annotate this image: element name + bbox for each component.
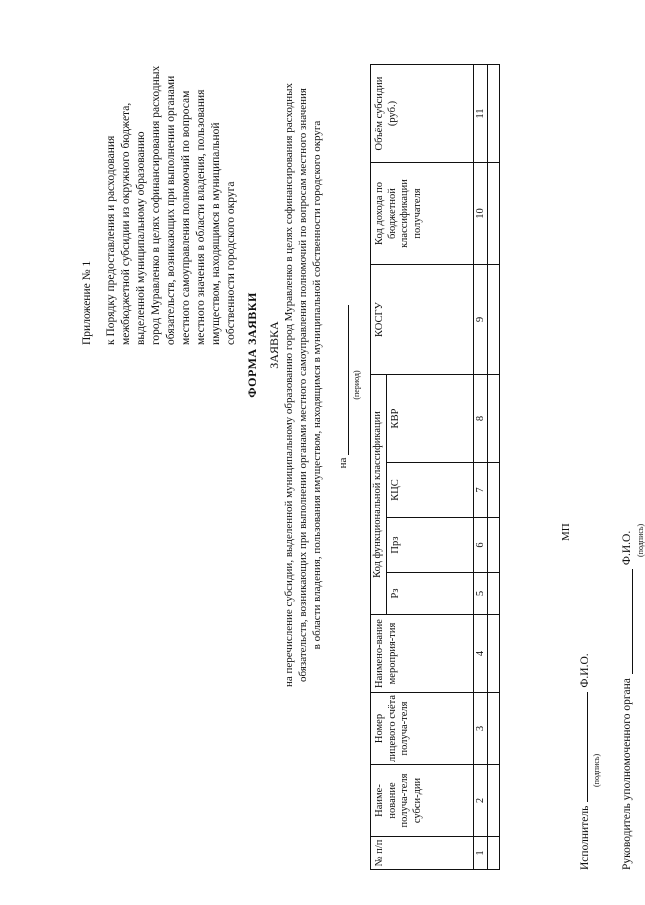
column-number: 6 xyxy=(473,518,487,573)
table-cell[interactable] xyxy=(487,163,499,265)
subheader-kcs: КЦС xyxy=(386,463,473,518)
executor-signature-row xyxy=(575,653,591,870)
annex-line: имуществом, находящимся в муниципальной xyxy=(210,122,222,345)
column-number: 9 xyxy=(473,265,487,375)
period-on-label: на xyxy=(337,457,349,469)
table-cell[interactable] xyxy=(487,463,499,518)
column-number: 11 xyxy=(473,65,487,163)
executor-fio: Ф.И.О. xyxy=(579,653,591,688)
request-table xyxy=(370,64,500,870)
header-recipient-name: Наиме-нование получа-теля субси-дии xyxy=(371,765,474,837)
request-title: ЗАЯВКА xyxy=(267,321,281,369)
column-number: 10 xyxy=(473,163,487,265)
head-signature-row xyxy=(620,531,633,870)
header-row xyxy=(371,65,387,870)
header-kosgu: КОСГУ xyxy=(371,265,474,375)
column-number: 7 xyxy=(473,463,487,518)
column-number: 3 xyxy=(473,693,487,765)
column-number: 2 xyxy=(473,765,487,837)
executor-sign-field[interactable] xyxy=(575,692,588,802)
table-cell[interactable] xyxy=(487,573,499,615)
seal-placeholder: МП xyxy=(560,523,572,541)
header-account-number: Номер лицевого счёта получа-теля xyxy=(371,693,474,765)
header-income-code: Код дохода по бюджетной классификации получателя xyxy=(371,163,474,265)
annex-line: обязательств, возникающих при выполнении органами xyxy=(165,75,177,345)
subheader-prz: Прз xyxy=(386,518,473,573)
period-row xyxy=(337,0,349,785)
period-field[interactable] xyxy=(338,305,349,455)
column-number: 8 xyxy=(473,375,487,463)
period-note: (период) xyxy=(352,370,361,400)
column-number-row xyxy=(473,65,487,870)
annex-line: местного самоуправления полномочий по вопросам xyxy=(180,90,192,345)
request-line: обязательств, возникающих при выполнении органами местного самоуправления полномочий по вопросам местного значения xyxy=(297,88,309,682)
table-cell[interactable] xyxy=(487,765,499,837)
column-number: 1 xyxy=(473,837,487,870)
table-cell[interactable] xyxy=(487,375,499,463)
annex-line: выделенной муниципальному образованию xyxy=(135,131,147,345)
form-title: ФОРМА ЗАЯВКИ xyxy=(245,292,259,398)
annex-line: к Порядку предоставления и расходования xyxy=(105,135,117,345)
subheader-kvr: КВР xyxy=(386,375,473,463)
table-cell[interactable] xyxy=(487,693,499,765)
annex-line: местного значения в области владения, пользования xyxy=(195,89,207,345)
column-number: 5 xyxy=(473,573,487,615)
request-line: в области владения, пользования имуществом, находящимся в муниципальной собственности городского округа xyxy=(311,120,323,650)
executor-sign-note: (подпись) xyxy=(592,753,601,787)
request-description xyxy=(282,0,324,785)
subheader-rz: Рз xyxy=(386,573,473,615)
header-subsidy-amount: Объём субсидии (руб.) xyxy=(371,65,474,163)
head-fio: Ф.И.О. xyxy=(621,530,633,566)
header-number: № п/п xyxy=(371,837,474,870)
annex-line: собственности городского округа xyxy=(225,181,237,345)
annex-line: межбюджетной субсидии из окружного бюджета, xyxy=(120,102,132,345)
request-line: на перечисление субсидии, выделенной муниципальному образованию город Муравленко в целях софинансирования расходных xyxy=(283,83,295,687)
table-cell[interactable] xyxy=(487,265,499,375)
table-cell[interactable] xyxy=(487,65,499,163)
head-sign-note: (подпись) xyxy=(636,523,645,557)
header-functional-classification: Код функциональной классификации xyxy=(371,375,387,615)
executor-label: Исполнитель xyxy=(579,805,591,870)
header-event-name: Наимено-вание мероприя-тия xyxy=(371,615,474,693)
table-cell[interactable] xyxy=(487,518,499,573)
annex-line: город Муравленко в целях софинансирования расходных xyxy=(150,65,162,345)
table-cell[interactable] xyxy=(487,837,499,870)
head-label: Руководитель уполномоченного органа xyxy=(621,678,633,870)
column-number: 4 xyxy=(473,615,487,693)
annex-number: Приложение № 1 xyxy=(81,260,93,345)
table-row xyxy=(487,65,499,870)
annex-block xyxy=(80,66,239,345)
table-cell[interactable] xyxy=(487,615,499,693)
head-sign-field[interactable] xyxy=(620,569,633,674)
